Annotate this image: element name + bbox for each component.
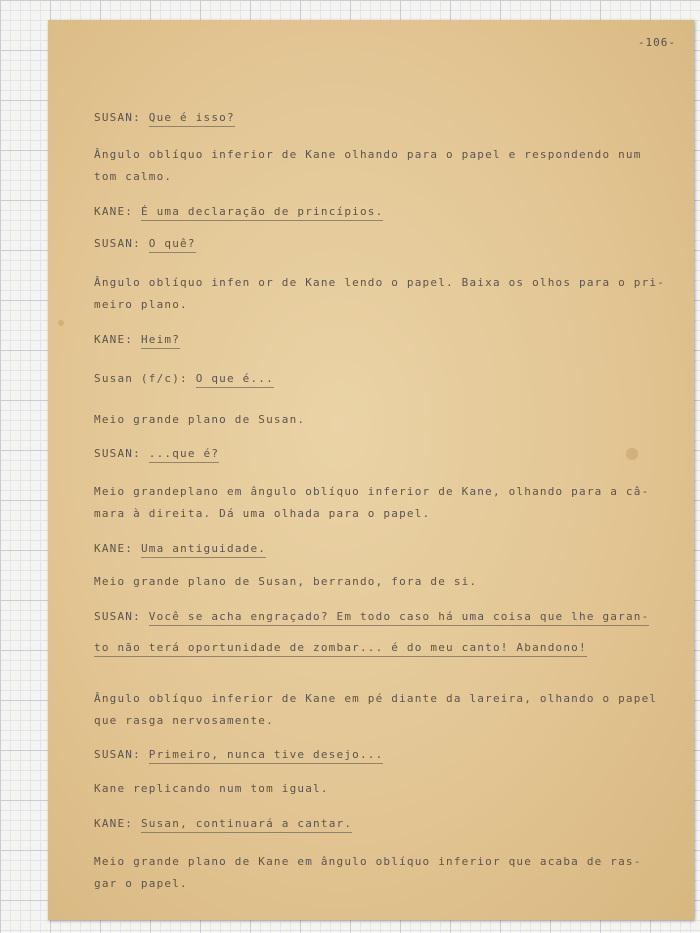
dialogue-line <box>94 817 352 830</box>
speaker-name: SUSAN: <box>94 748 141 761</box>
direction-line: Kane replicando num tom igual. <box>94 782 329 795</box>
direction-line: Meio grande plano de Kane em ângulo oblíquo inferior que acaba de ras- <box>94 855 642 868</box>
direction-line: Ângulo oblíquo inferior de Kane em pé diante da lareira, olhando o papel <box>94 692 658 705</box>
paper-stain <box>58 320 64 326</box>
dialogue-text: Uma antiguidade. <box>141 542 266 558</box>
speaker-name: Susan (f/c): <box>94 372 188 385</box>
speaker-name: SUSAN: <box>94 111 141 124</box>
dialogue-line <box>94 542 266 555</box>
dialogue-line <box>94 610 649 623</box>
direction-line: meiro plano. <box>94 298 188 311</box>
dialogue-text: É uma declaração de princípios. <box>141 205 384 221</box>
direction-line: que rasga nervosamente. <box>94 714 274 727</box>
dialogue-text: Que é isso? <box>149 111 235 127</box>
speaker-name: SUSAN: <box>94 610 141 623</box>
dialogue-text: ...que é? <box>149 447 219 463</box>
dialogue-text: O quê? <box>149 237 196 253</box>
speaker-name: SUSAN: <box>94 237 141 250</box>
dialogue-line <box>94 641 587 654</box>
dialogue-text: Heim? <box>141 333 180 349</box>
direction-line: Ângulo oblíquo inferior de Kane olhando para o papel e respondendo num <box>94 148 642 161</box>
speaker-name: KANE: <box>94 817 134 830</box>
dialogue-line <box>94 111 235 124</box>
speaker-name: KANE: <box>94 205 134 218</box>
speaker-name: KANE: <box>94 542 134 555</box>
dialogue-text: Primeiro, nunca tive desejo... <box>149 748 384 764</box>
dialogue-text: to não terá oportunidade de zombar... é do meu canto! Abandono! <box>94 641 587 657</box>
dialogue-text: O que é... <box>196 372 274 388</box>
page-number: -106- <box>637 36 676 49</box>
direction-line: Ângulo oblíquo infen or de Kane lendo o papel. Baixa os olhos para o pri- <box>94 276 666 289</box>
dialogue-text: Você se acha engraçado? Em todo caso há uma coisa que lhe garan- <box>149 610 650 626</box>
dialogue-line <box>94 333 180 346</box>
dialogue-line <box>94 447 219 460</box>
direction-line: mara à direita. Dá uma olhada para o papel. <box>94 507 431 520</box>
direction-line: gar o papel. <box>94 877 188 890</box>
dialogue-line <box>94 205 383 218</box>
speaker-name: SUSAN: <box>94 447 141 460</box>
speaker-name: KANE: <box>94 333 134 346</box>
direction-line: Meio grande plano de Susan, berrando, fora de si. <box>94 575 478 588</box>
direction-line: Meio grandeplano em ângulo oblíquo inferior de Kane, olhando para a câ- <box>94 485 650 498</box>
direction-line: Meio grande plano de Susan. <box>94 413 306 426</box>
dialogue-text: Susan, continuará a cantar. <box>141 817 352 833</box>
dialogue-line <box>94 748 383 761</box>
paper-stain <box>626 448 638 460</box>
direction-line: tom calmo. <box>94 170 173 183</box>
dialogue-line <box>94 237 196 250</box>
dialogue-line <box>94 372 274 385</box>
